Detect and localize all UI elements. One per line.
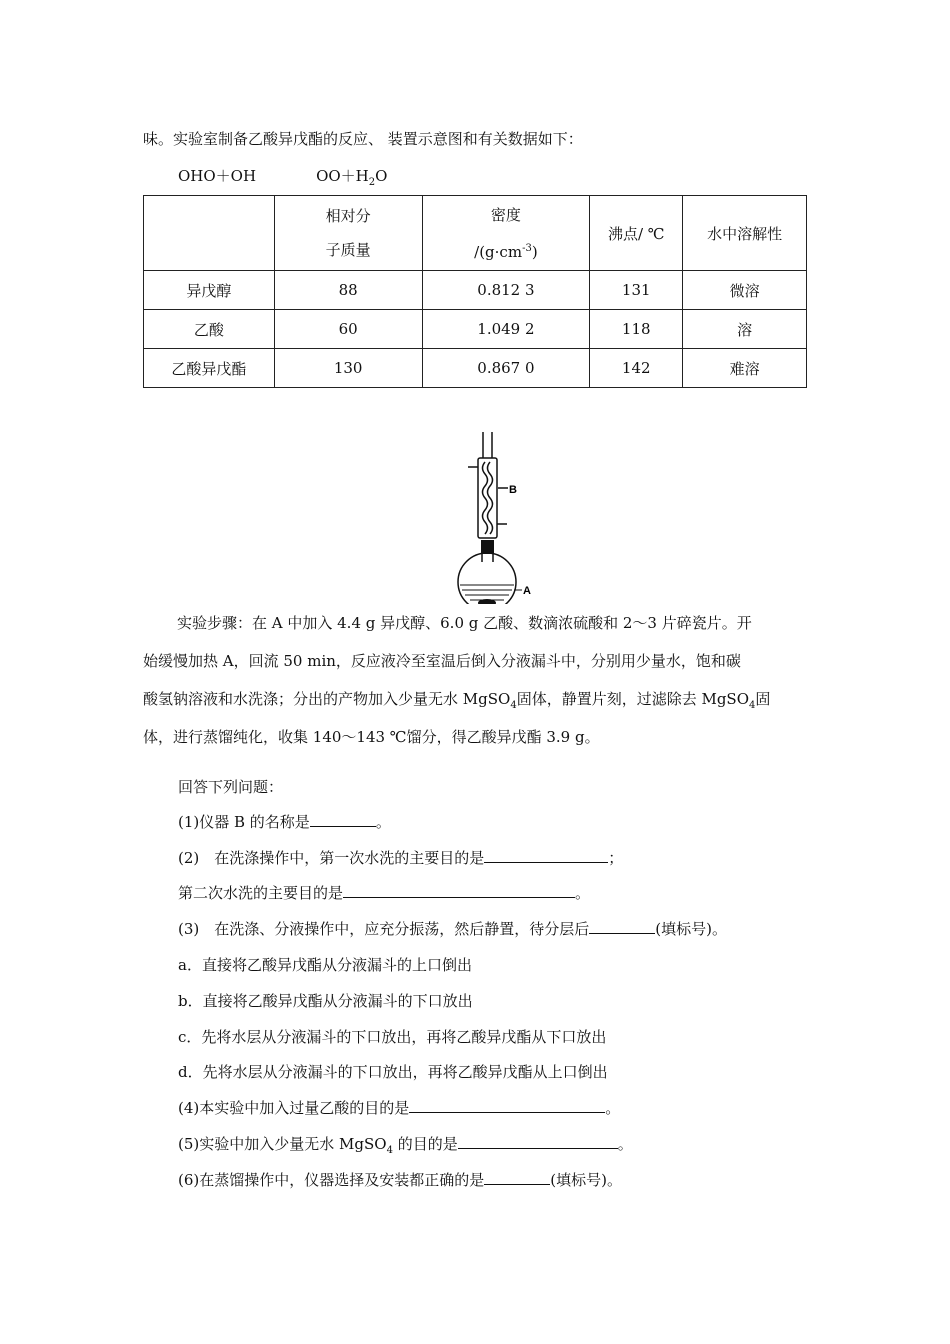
option-d: d．先将水层从分液漏斗的下口放出，再将乙酸异戊酯从上口倒出 [178, 1063, 608, 1081]
cell-name: 异戊醇 [144, 271, 275, 310]
answer-blank[interactable] [484, 1170, 550, 1185]
reaction-equation [178, 165, 387, 188]
intro-text: 味。实验室制备乙酸异戊酯的反应、 装置示意图和有关数据如下： [143, 130, 583, 148]
answer-blank[interactable] [458, 1134, 618, 1149]
question-1: (1)仪器 B 的名称是 。 [178, 813, 391, 831]
cell-density: 0.812 3 [422, 271, 590, 310]
header-density: 密度 $/(g\cdot cm^{-3})$ [422, 196, 590, 271]
question-6: (6)在蒸馏操作中，仪器选择及安装都正确的是 (填标号)。 [178, 1171, 622, 1189]
procedure-line: 始缓慢加热 A，回流 50 min，反应液冷至室温后倒入分液漏斗中，分别用少量水，饱和碳 [143, 652, 741, 670]
label-b: B [509, 484, 517, 496]
question-4: (4)本实验中加入过量乙酸的目的是 。 [178, 1099, 621, 1117]
table-row [144, 349, 807, 388]
condenser [468, 432, 508, 538]
cell-solubility: 微溶 [683, 271, 807, 310]
cell-mass: 88 [274, 271, 422, 310]
round-bottom-flask [458, 553, 516, 604]
procedure-paragraph: 实验步骤：在 A 中加入 4.4 g 异戊醇、6.0 g 乙酸、数滴浓硫酸和 2～3 片碎瓷片。开 [177, 614, 752, 632]
reaction-right: $OO+H_2O$ [316, 167, 388, 188]
table-row [144, 310, 807, 349]
question-2b: 第二次水洗的主要目的是 。 [178, 884, 591, 902]
stopper [481, 540, 494, 554]
option-a: a．直接将乙酸异戊酯从分液漏斗的上口倒出 [178, 956, 472, 974]
header-empty [144, 196, 275, 271]
question-2: (2) 在洗涤操作中，第一次水洗的主要目的是 ； [178, 849, 624, 867]
cell-solubility: 难溶 [683, 349, 807, 388]
answer-blank[interactable] [484, 848, 608, 863]
liquid-hatching [460, 585, 514, 600]
cell-name: 乙酸 [144, 310, 275, 349]
cell-mass: 60 [274, 310, 422, 349]
answer-blank[interactable] [409, 1098, 605, 1113]
reaction-left: OHO＋OH [178, 167, 257, 185]
label-a: A [523, 585, 531, 597]
option-c: c．先将水层从分液漏斗的下口放出，再将乙酸异戊酯从下口放出 [178, 1028, 607, 1046]
option-b: b．直接将乙酸异戊酯从分液漏斗的下口放出 [178, 992, 473, 1010]
cell-mass: 130 [274, 349, 422, 388]
cell-bp: 118 [590, 310, 683, 349]
header-molar-mass: 相对分 子质量 [274, 196, 422, 271]
cell-density: 0.867 0 [422, 349, 590, 388]
cell-solubility: 溶 [683, 310, 807, 349]
cell-name: 乙酸异戊酯 [144, 349, 275, 388]
cell-bp: 131 [590, 271, 683, 310]
question-5: (5)实验中加入少量无水 MgSO$_4$ 的目的是 。 [178, 1135, 633, 1156]
procedure-line: 酸氢钠溶液和水洗涤；分出的产物加入少量无水 MgSO$_4$固体，静置片刻，过滤除去 MgSO$_4$固 [143, 690, 771, 711]
reflux-apparatus-figure [452, 432, 542, 604]
procedure-line: 体，进行蒸馏纯化，收集 140～143 ℃馏分，得乙酸异戊酯 3.9 g。 [143, 728, 600, 746]
cell-bp: 142 [590, 349, 683, 388]
table-header-row [144, 196, 807, 271]
data-table [143, 195, 807, 388]
header-boiling-point: 沸点/ ℃ [590, 196, 683, 271]
answer-blank[interactable] [589, 919, 655, 934]
answer-blank[interactable] [343, 883, 575, 898]
questions-intro: 回答下列问题： [178, 778, 284, 796]
answer-blank[interactable] [310, 812, 376, 827]
cell-density: 1.049 2 [422, 310, 590, 349]
header-solubility: 水中溶解性 [683, 196, 807, 271]
question-3: (3) 在洗涤、分液操作中，应充分振荡，然后静置，待分层后 (填标号)。 [178, 920, 727, 938]
table-row [144, 271, 807, 310]
